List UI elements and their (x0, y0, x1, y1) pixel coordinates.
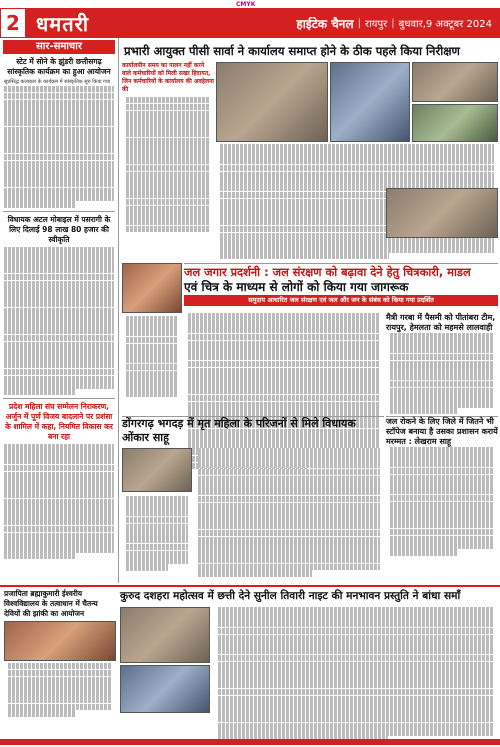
left-column (0, 38, 119, 583)
column-divider (3, 211, 115, 212)
kurud-headline: कुरुद दशहरा महोत्सव में छत्ती देने सुनील तिवारी नाइट की मनभावन प्रस्तुति ने बांधा समाँ (120, 590, 461, 602)
brief-body (0, 444, 118, 559)
pipeline-story (386, 416, 498, 556)
pipeline-headline: जल रोकने के लिए जिले में जितने भी स्टॉपेज बनाया है उसका प्रशासन करायें मरम्मत : लेखराम साहू (386, 417, 498, 446)
lead-photo-1 (216, 62, 328, 142)
masthead (0, 8, 500, 38)
footer-bar (0, 739, 500, 745)
dongargarh-headline: डोंगरगढ़ भगदड़ में मृत महिला के परिजनों से मिले विधायक ओंकार साहू (122, 417, 356, 444)
friendship-headline: मैत्री गरबा में पैसमी को पीतांबरा टीम, रायपुर, हेमलता को महमसे लालवाही (386, 313, 496, 332)
lead-headline: प्रभारी आयुक्त पीसी सार्वा ने कार्यालय समाप्त होने के ठीक पहले किया निरीक्षण (124, 44, 460, 58)
kurud-body (214, 607, 498, 743)
masthead-separator: | (391, 17, 395, 29)
masthead-separator: | (357, 17, 361, 29)
friendship-story (386, 188, 498, 238)
city-name: रायपुर (364, 19, 388, 30)
brief-body (0, 86, 118, 208)
bottom-band (0, 585, 500, 747)
dongargarh-side-body (122, 496, 192, 571)
column-divider (3, 398, 115, 399)
dongargarh-body (194, 448, 384, 577)
brief-title: प्रदेश महिला संघ सम्मेलन निराकरण, अर्जुन में पूर्ण विजय बादलाने पर प्रशंसा के शामिल में कहा, नियमित विकास कर बना रहा (5, 402, 113, 442)
edition-name: हाईटेक चैनल (296, 16, 354, 31)
brief-title: विधायक अटल मोबाइल में पसरागी के लिए दिलाई 98 लाख 80 हजार की स्वीकृति (7, 214, 111, 244)
page-number: 2 (0, 8, 26, 38)
water-photo (122, 263, 182, 313)
registration-mark: CMYK (236, 1, 256, 8)
friendship-photo (386, 188, 498, 238)
water-headline-black: एवं चित्र के माध्यम से लोगों को किया गया जागरूक (184, 280, 409, 294)
water-side-column (122, 316, 182, 398)
issue-date: बुधवार,9 अक्टूबर 2024 (398, 19, 492, 30)
brahmakumari-photo (4, 621, 116, 661)
friendship-body (386, 313, 498, 415)
kurud-photo-2 (120, 665, 210, 713)
brahmakumari-headline: प्रजापिता ब्रह्माकुमारी ईश्वरीय विश्वविद्यालय के तत्वाधान में चैतन्य देवियों की झांकी का आयोजन (4, 589, 98, 618)
brief-title: स्टेट में सोने के झुंडरी छत्तीसगढ़ सांस्कृतिक कार्यक्रम का हुआ आयोजन (7, 57, 111, 76)
kurud-photo-1 (120, 607, 210, 663)
water-body (184, 313, 384, 469)
lead-photo-3 (412, 62, 498, 102)
water-story (184, 263, 498, 306)
kurud-story (120, 589, 498, 603)
dongargarh-story (122, 416, 384, 445)
lead-kicker-block (122, 62, 214, 233)
page-content (0, 38, 500, 745)
lead-photo-4 (412, 104, 498, 142)
lead-photo-2 (330, 62, 410, 142)
water-subhead: समुदाय आधारित जल संरक्षण एवं जल और जन के संबंध को किया गया प्रदर्शित (184, 295, 498, 306)
section-title: सार-समाचार (3, 40, 115, 54)
masthead-meta (296, 15, 500, 32)
paper-name: धमतरी (36, 11, 90, 36)
lead-kicker: कार्यालयीन समय का पालन नहीं करने वाले कर्मचारियों को मिली सख्त हिदायत, जिन कर्मचारियों के कार्यालय की अवहेलना की (122, 62, 214, 93)
brahmakumari-story (4, 589, 116, 717)
brief-kicker: सुप्रसिद्ध कलाकार के कार्यक्रम में सांस्कृतिक सुरु किया गया (4, 79, 111, 85)
water-headline-red: जल जगार प्रदर्शनी : जल संरक्षण को बढ़ावा देने हेतु चित्रकारी, माडल (184, 265, 471, 279)
dongargarh-photo (122, 448, 192, 492)
lead-story (120, 38, 500, 60)
brief-body (0, 247, 118, 396)
